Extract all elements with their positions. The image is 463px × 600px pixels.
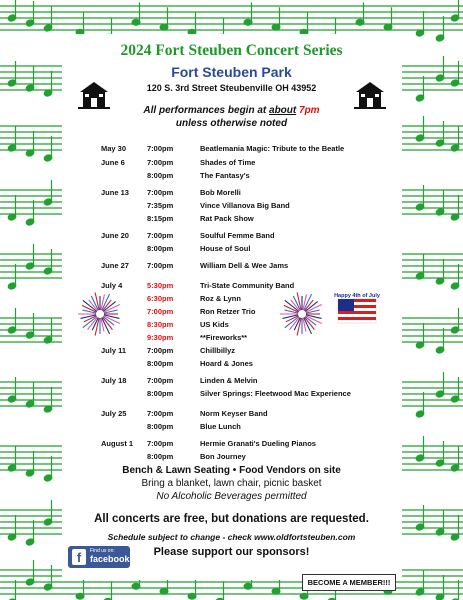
schedule-time: 5:30pm bbox=[147, 281, 174, 290]
schedule-time: 7:00pm bbox=[147, 188, 174, 197]
free-concerts-notice: All concerts are free, but donations are requested. bbox=[94, 513, 369, 525]
schedule-time: 7:00pm bbox=[147, 144, 174, 153]
schedule-act: Beatlemania Magic: Tribute to the Beatle bbox=[200, 144, 345, 153]
schedule-act: **Fireworks** bbox=[200, 333, 248, 342]
schedule-row bbox=[0, 305, 463, 318]
schedule-act: Soulful Femme Band bbox=[200, 231, 275, 240]
schedule-act: William Dell & Wee Jams bbox=[200, 261, 289, 270]
facebook-icon: f bbox=[72, 549, 86, 565]
schedule-act: Roz & Lynn bbox=[200, 294, 241, 303]
notice-about: about bbox=[269, 105, 297, 116]
schedule-time: 6:30pm bbox=[147, 294, 174, 303]
schedule-date: June 20 bbox=[101, 231, 129, 240]
become-member-button[interactable]: BECOME A MEMBER!!! bbox=[302, 574, 396, 591]
schedule-act: The Fantasy's bbox=[200, 171, 250, 180]
notice-prefix: All performances begin at bbox=[143, 105, 270, 116]
schedule-row bbox=[0, 242, 463, 255]
schedule-time: 7:00pm bbox=[147, 307, 174, 316]
schedule-row bbox=[0, 357, 463, 370]
schedule-time: 7:35pm bbox=[147, 201, 174, 210]
start-time-notice bbox=[0, 104, 463, 130]
schedule-act: Hermie Granati's Dueling Pianos bbox=[200, 439, 316, 448]
schedule-act: Rat Pack Show bbox=[200, 214, 254, 223]
schedule-time: 8:00pm bbox=[147, 422, 174, 431]
schedule-act: Linden & Melvin bbox=[200, 376, 258, 385]
schedule-time: 8:00pm bbox=[147, 359, 174, 368]
schedule-row bbox=[0, 437, 463, 450]
schedule-date: June 6 bbox=[101, 158, 125, 167]
schedule-time: 8:00pm bbox=[147, 171, 174, 180]
schedule-act: Hoard & Jones bbox=[200, 359, 253, 368]
notice-line2: unless otherwise noted bbox=[175, 118, 288, 129]
schedule-row bbox=[0, 331, 463, 344]
firework-icon bbox=[78, 292, 122, 336]
venue-name: Fort Steuben Park bbox=[171, 64, 292, 80]
facebook-find-us: Find us on: bbox=[90, 548, 115, 554]
schedule-row bbox=[0, 374, 463, 387]
schedule-row bbox=[0, 344, 463, 357]
schedule-row bbox=[0, 199, 463, 212]
schedule-row bbox=[0, 169, 463, 182]
schedule-time: 8:30pm bbox=[147, 320, 174, 329]
schedule-time: 7:00pm bbox=[147, 231, 174, 240]
schedule-date: July 4 bbox=[101, 281, 123, 290]
schedule-act: Bob Morelli bbox=[200, 188, 241, 197]
schedule-time: 8:00pm bbox=[147, 389, 174, 398]
schedule-row bbox=[0, 142, 463, 155]
schedule-date: July 18 bbox=[101, 376, 127, 385]
schedule-row bbox=[0, 292, 463, 305]
schedule-time: 7:00pm bbox=[147, 439, 174, 448]
schedule-row bbox=[0, 279, 463, 292]
venue-address: 120 S. 3rd Street Steubenville OH 43952 bbox=[146, 83, 317, 93]
schedule-time: 8:00pm bbox=[147, 244, 174, 253]
bring-info: Bring a blanket, lawn chair, picnic basket bbox=[141, 478, 322, 489]
seating-info: Bench & Lawn Seating • Food Vendors on site bbox=[122, 465, 341, 476]
schedule-time: 8:00pm bbox=[147, 452, 174, 461]
schedule-time: 7:00pm bbox=[147, 346, 174, 355]
flag-caption: Happy 4th of July bbox=[334, 293, 380, 299]
schedule-time: 7:00pm bbox=[147, 409, 174, 418]
schedule-act: US Kids bbox=[200, 320, 229, 329]
schedule-row bbox=[0, 259, 463, 272]
schedule-time: 9:30pm bbox=[147, 333, 174, 342]
schedule-change-notice: Schedule subject to change - check www.oldfortsteuben.com bbox=[107, 532, 356, 542]
schedule-act: Blue Lunch bbox=[200, 422, 241, 431]
schedule-act: Norm Keyser Band bbox=[200, 409, 268, 418]
schedule-date: July 25 bbox=[101, 409, 127, 418]
schedule-act: Vince Villanova Big Band bbox=[200, 201, 290, 210]
schedule-date: May 30 bbox=[101, 144, 127, 153]
schedule-row bbox=[0, 186, 463, 199]
alcohol-notice: No Alcoholic Beverages permitted bbox=[156, 491, 307, 502]
facebook-label: facebook. bbox=[90, 554, 133, 564]
schedule-row bbox=[0, 212, 463, 225]
schedule-date: August 1 bbox=[101, 439, 134, 448]
schedule-time: 8:15pm bbox=[147, 214, 174, 223]
schedule-row bbox=[0, 407, 463, 420]
schedule-act: House of Soul bbox=[200, 244, 251, 253]
schedule-time: 7:00pm bbox=[147, 158, 174, 167]
schedule-act: Bon Journey bbox=[200, 452, 246, 461]
notice-time: 7pm bbox=[296, 105, 320, 116]
schedule-row bbox=[0, 450, 463, 463]
schedule-row bbox=[0, 229, 463, 242]
schedule-row bbox=[0, 318, 463, 331]
schedule-act: Silver Springs: Fleetwood Mac Experience bbox=[200, 389, 351, 398]
schedule-date: June 27 bbox=[101, 261, 129, 270]
facebook-badge[interactable] bbox=[68, 546, 133, 568]
schedule-date: July 11 bbox=[101, 346, 127, 355]
schedule-act: Shades of Time bbox=[200, 158, 256, 167]
schedule-row bbox=[0, 156, 463, 169]
firework-icon bbox=[280, 292, 324, 336]
page-title: 2024 Fort Steuben Concert Series bbox=[120, 42, 343, 59]
schedule-act: Chillbillyz bbox=[200, 346, 236, 355]
sponsors-notice: Please support our sponsors! bbox=[153, 546, 310, 558]
schedule-row bbox=[0, 420, 463, 433]
schedule-time: 7:00pm bbox=[147, 261, 174, 270]
schedule-act: Tri-State Community Band bbox=[200, 281, 295, 290]
schedule-row bbox=[0, 387, 463, 400]
schedule-date: June 13 bbox=[101, 188, 129, 197]
schedule-time: 7:00pm bbox=[147, 376, 174, 385]
schedule-act: Ron Retzer Trio bbox=[200, 307, 256, 316]
independence-day-flag-icon bbox=[332, 289, 382, 333]
